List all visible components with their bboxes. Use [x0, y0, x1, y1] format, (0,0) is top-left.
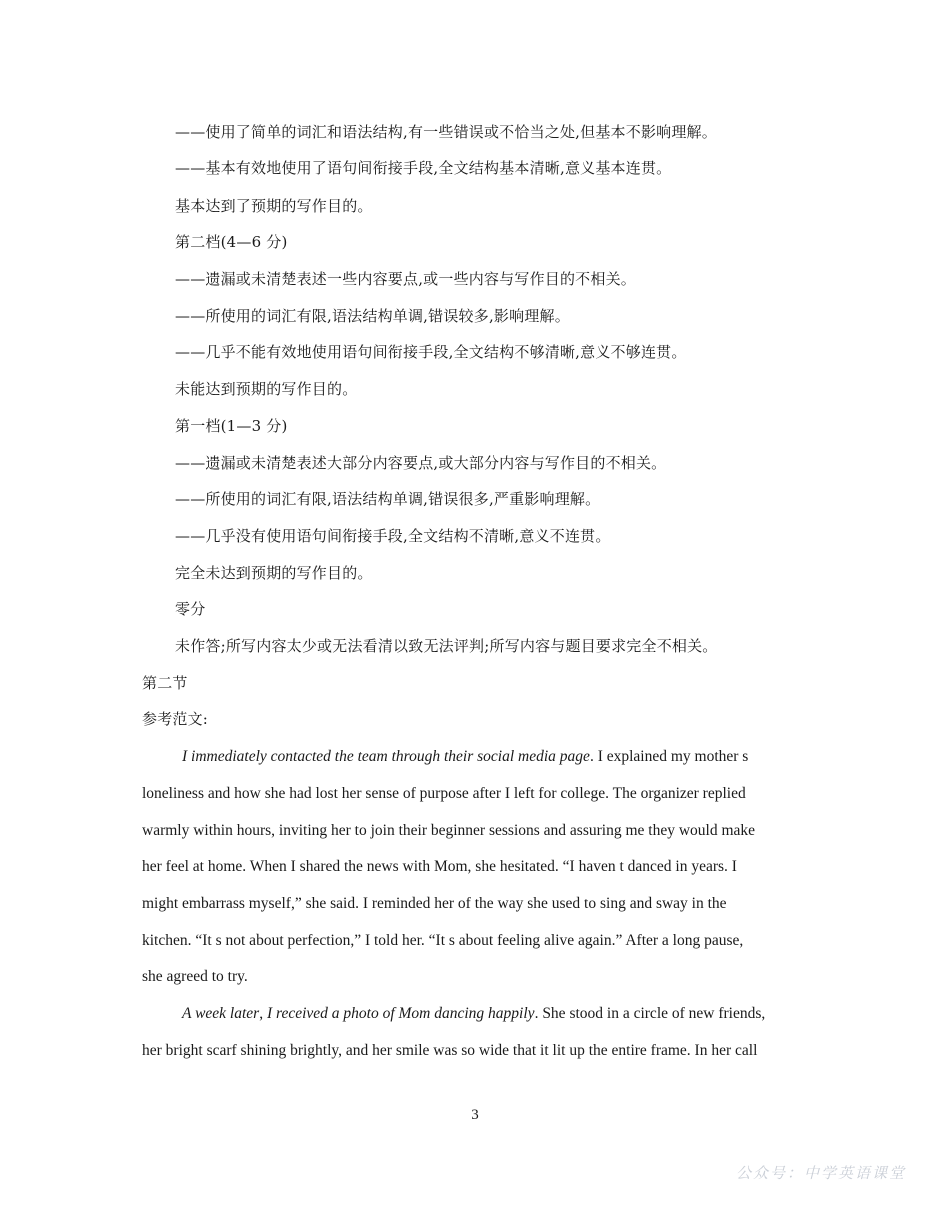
essay-line: her feel at home. When I shared the news with Mom, she hesitated. “I haven t danced in years. I: [142, 858, 737, 875]
essay-line: she agreed to try.: [142, 968, 248, 985]
rubric-line: 完全未达到预期的写作目的。: [175, 564, 373, 582]
essay-line: [182, 1004, 850, 1024]
rubric-grade-heading: 第二档(4—6 分): [175, 233, 288, 251]
watermark: 公众号：中学英语课堂: [735, 1164, 906, 1182]
rubric-line: ——所使用的词汇有限,语法结构单调,错误较多,影响理解。: [175, 307, 570, 325]
rubric-line: 未作答;所写内容太少或无法看清以致无法评判;所写内容与题目要求完全不相关。: [175, 637, 718, 655]
essay-text: . I explained my mother s: [589, 748, 749, 765]
rubric-line: ——几乎不能有效地使用语句间衔接手段,全文结构不够清晰,意义不够连贯。: [175, 343, 687, 361]
rubric-line: ——使用了简单的词汇和语法结构,有一些错误或不恰当之处,但基本不影响理解。: [175, 123, 717, 141]
rubric-line: ——几乎没有使用语句间衔接手段,全文结构不清晰,意义不连贯。: [175, 527, 611, 545]
section-heading: 第二节: [142, 674, 188, 692]
rubric-grade-heading: 零分: [175, 600, 206, 618]
rubric-line: ——基本有效地使用了语句间衔接手段,全文结构基本清晰,意义基本连贯。: [175, 159, 672, 177]
rubric-line: 基本达到了预期的写作目的。: [175, 197, 373, 215]
rubric-line: ——遗漏或未清楚表述一些内容要点,或一些内容与写作目的不相关。: [175, 270, 636, 288]
essay-line: [182, 747, 850, 767]
essay-lead-sentence: I received a photo of Mom dancing happily: [266, 1005, 535, 1022]
essay-lead-sentence: I immediately contacted the team through their social media page: [182, 748, 590, 765]
rubric-line: ——所使用的词汇有限,语法结构单调,错误很多,严重影响理解。: [175, 490, 601, 508]
essay-line: kitchen. “It s not about perfection,” I told her. “It s about feeling alive again.” After a long pause,: [142, 932, 744, 949]
essay-text: . She stood in a circle of new friends,: [534, 1005, 766, 1022]
essay-line: her bright scarf shining brightly, and her smile was so wide that it lit up the entire frame. In her call: [142, 1042, 758, 1059]
essay-lead-sentence: A week later: [182, 1005, 260, 1022]
essay-line: might embarrass myself,” she said. I reminded her of the way she used to sing and sway in the: [142, 895, 727, 912]
page-number: 3: [471, 1107, 479, 1123]
essay-text: ,: [259, 1005, 267, 1022]
rubric-line: ——遗漏或未清楚表述大部分内容要点,或大部分内容与写作目的不相关。: [175, 454, 667, 472]
essay-line: warmly within hours, inviting her to join their beginner sessions and assuring me they would make: [142, 822, 756, 839]
sample-label: 参考范文:: [142, 710, 209, 728]
rubric-grade-heading: 第一档(1—3 分): [175, 417, 288, 435]
rubric-line: 未能达到预期的写作目的。: [175, 380, 358, 398]
essay-line: loneliness and how she had lost her sense of purpose after I left for college. The organizer replied: [142, 785, 746, 802]
